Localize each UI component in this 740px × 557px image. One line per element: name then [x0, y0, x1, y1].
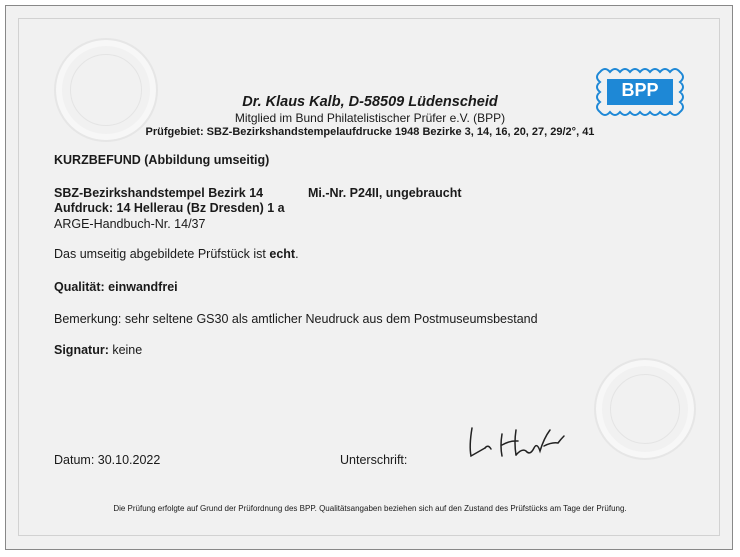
item-overprint: Aufdruck: 14 Hellerau (Bz Dresden) 1 a	[54, 201, 285, 215]
signature-label: Signatur:	[54, 343, 109, 357]
remark-statement: Bemerkung: sehr seltene GS30 als amtlicher Neudruck aus dem Postmuseumsbestand	[54, 312, 538, 326]
report-heading: KURZBEFUND (Abbildung umseitig)	[54, 153, 270, 167]
examiner-membership: Mitglied im Bund Philatelistischer Prüfer e.V. (BPP)	[234, 111, 506, 125]
examination-scope: Prüfgebiet: SBZ-Bezirkshandstempelaufdrucke 1948 Bezirke 3, 14, 16, 20, 27, 29/2°, 41	[145, 126, 595, 138]
examiner-name: Dr. Klaus Kalb, D-58509 Lüdenscheid	[242, 94, 498, 110]
certificate-sheet	[5, 5, 733, 550]
handwritten-signature	[458, 418, 578, 468]
verdict-value: echt	[269, 247, 296, 261]
issue-date: Datum: 30.10.2022	[54, 453, 161, 467]
embossed-seal-bottom-right	[594, 358, 696, 460]
signature-field-label: Unterschrift:	[340, 453, 408, 467]
verdict-prefix: Das umseitig abgebildete Prüfstück ist	[54, 247, 270, 261]
verdict-suffix: .	[295, 247, 299, 261]
item-description: SBZ-Bezirkshandstempel Bezirk 14	[54, 186, 264, 200]
verdict-statement	[54, 247, 299, 261]
quality-statement: Qualität: einwandfrei	[54, 280, 178, 294]
signature-statement	[54, 343, 142, 357]
item-catalog-number: Mi.-Nr. P24II, ungebraucht	[308, 186, 462, 200]
bpp-logo-text: BPP	[621, 80, 659, 100]
signature-value: keine	[108, 343, 143, 357]
legal-disclaimer: Die Prüfung erfolgte auf Grund der Prüfordnung des BPP. Qualitätsangaben beziehen sich auf den Zustand des Prüfstücks am Tage der Prüfung.	[113, 504, 627, 513]
item-handbook-number: ARGE-Handbuch-Nr. 14/37	[54, 217, 206, 231]
